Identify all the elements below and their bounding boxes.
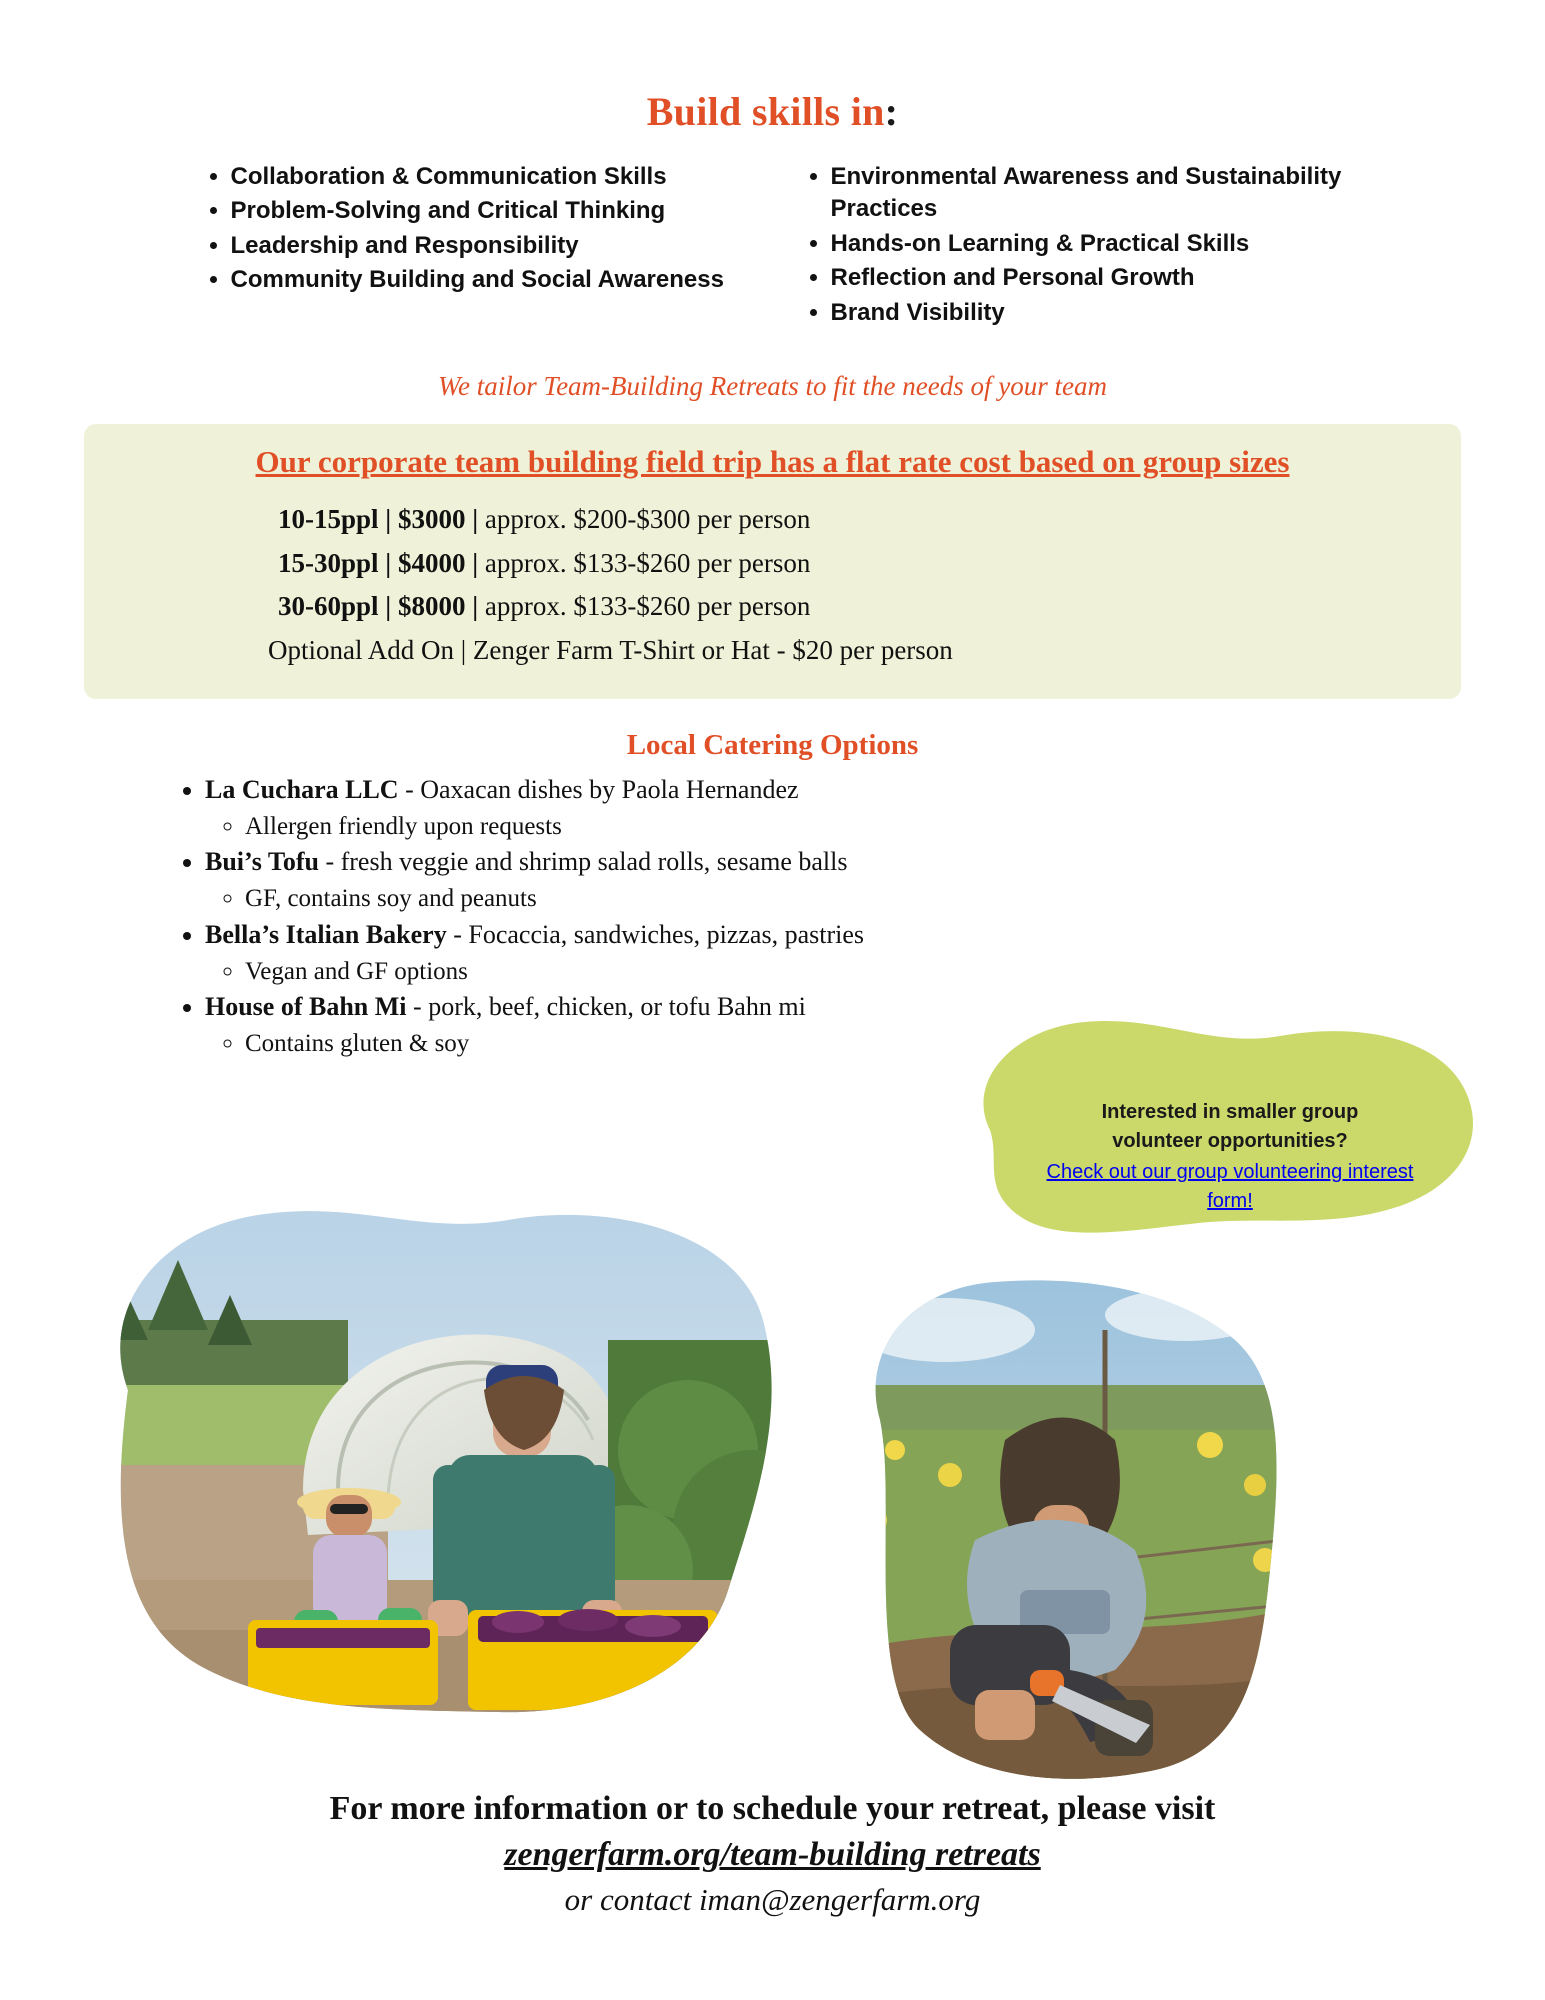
photo-volunteer-planting bbox=[855, 1270, 1285, 1790]
caterer-desc: - Focaccia, sandwiches, pizzas, pastries bbox=[446, 919, 865, 949]
list-item: • Brand Visibility bbox=[831, 297, 1353, 329]
catering-title: Local Catering Options bbox=[626, 728, 919, 761]
price-row-detail: approx. $200-$300 per person bbox=[478, 503, 811, 534]
price-row-detail: approx. $133-$260 per person bbox=[478, 547, 811, 578]
caterer-name: Bui’s Tofu bbox=[205, 847, 319, 877]
list-item: • Leadership and Responsibility bbox=[231, 230, 753, 262]
list-item: ◦ Vegan and GF options bbox=[245, 954, 1545, 990]
page-title-text: Build skills in bbox=[646, 89, 885, 134]
caterer-desc: - pork, beef, chicken, or tofu Bahn mi bbox=[406, 992, 806, 1022]
list-item: ◦ GF, contains soy and peanuts bbox=[245, 881, 1545, 917]
callout-line-2: volunteer opportunities? bbox=[1112, 1130, 1348, 1152]
group-volunteering-form-link[interactable]: Check out our group volunteering interest form! bbox=[1046, 1161, 1414, 1212]
list-item bbox=[205, 772, 1545, 844]
price-row-label: 10-15ppl | $3000 | bbox=[278, 503, 479, 534]
skills-list-left bbox=[193, 161, 753, 297]
footer bbox=[0, 1790, 1545, 1918]
caterer-name: House of Bahn Mi bbox=[205, 992, 407, 1022]
list-item: • Hands-on Learning & Practical Skills bbox=[831, 228, 1353, 260]
price-row bbox=[108, 542, 1437, 586]
caterer-sublist bbox=[205, 809, 1545, 845]
pricing-box bbox=[84, 424, 1461, 699]
list-item bbox=[205, 917, 1545, 989]
price-row-label: 15-30ppl | $4000 | bbox=[278, 547, 479, 578]
list-item: ◦ Allergen friendly upon requests bbox=[245, 809, 1545, 845]
caterer-name: Bella’s Italian Bakery bbox=[205, 919, 447, 949]
list-item: • Reflection and Personal Growth bbox=[831, 262, 1353, 294]
photo-volunteers-eggplant bbox=[88, 1190, 788, 1730]
price-row bbox=[108, 498, 1437, 542]
price-row bbox=[108, 585, 1437, 629]
skills-section bbox=[0, 161, 1545, 331]
list-item: • Collaboration & Communication Skills bbox=[231, 161, 753, 193]
list-item bbox=[205, 844, 1545, 916]
caterer-sublist bbox=[205, 881, 1545, 917]
photo-right-graphic bbox=[855, 1270, 1285, 1790]
tailor-note: We tailor Team-Building Retreats to fit the needs of your team bbox=[438, 370, 1107, 401]
page-title bbox=[0, 0, 1545, 135]
footer-contact-email[interactable]: or contact iman@zengerfarm.org bbox=[564, 1882, 981, 1917]
footer-website-link[interactable]: zengerfarm.org/team-building retreats bbox=[504, 1836, 1041, 1873]
caterer-sublist bbox=[205, 954, 1545, 990]
caterer-desc: - Oaxacan dishes by Paola Hernandez bbox=[398, 774, 799, 804]
price-row-label: 30-60ppl | $8000 | bbox=[278, 591, 479, 622]
volunteer-callout-text bbox=[1030, 1098, 1430, 1216]
skills-list-right bbox=[793, 161, 1353, 329]
pricing-title: Our corporate team building field trip has a flat rate cost based on group sizes bbox=[255, 443, 1290, 479]
list-item: • Problem-Solving and Critical Thinking bbox=[231, 195, 753, 227]
list-item: • Community Building and Social Awareness bbox=[231, 264, 753, 296]
list-item: ◦ Contains gluten & soy bbox=[245, 1026, 1545, 1062]
list-item: • Environmental Awareness and Sustainability Practices bbox=[831, 161, 1353, 226]
price-addon-row: Optional Add On | Zenger Farm T-Shirt or Hat - $20 per person bbox=[268, 635, 953, 666]
price-row-detail: approx. $133-$260 per person bbox=[478, 591, 811, 622]
skills-column-right bbox=[793, 161, 1353, 331]
caterer-name: La Cuchara LLC bbox=[205, 774, 399, 804]
callout-line-1: Interested in smaller group bbox=[1101, 1101, 1359, 1123]
caterer-desc: - fresh veggie and shrimp salad rolls, sesame balls bbox=[318, 847, 848, 877]
skills-column-left bbox=[193, 161, 753, 331]
volunteer-callout bbox=[960, 1010, 1480, 1260]
footer-line-1: For more information or to schedule your retreat, please visit bbox=[329, 1790, 1216, 1827]
photo-left-graphic bbox=[88, 1190, 788, 1730]
page-title-colon: : bbox=[884, 89, 899, 134]
